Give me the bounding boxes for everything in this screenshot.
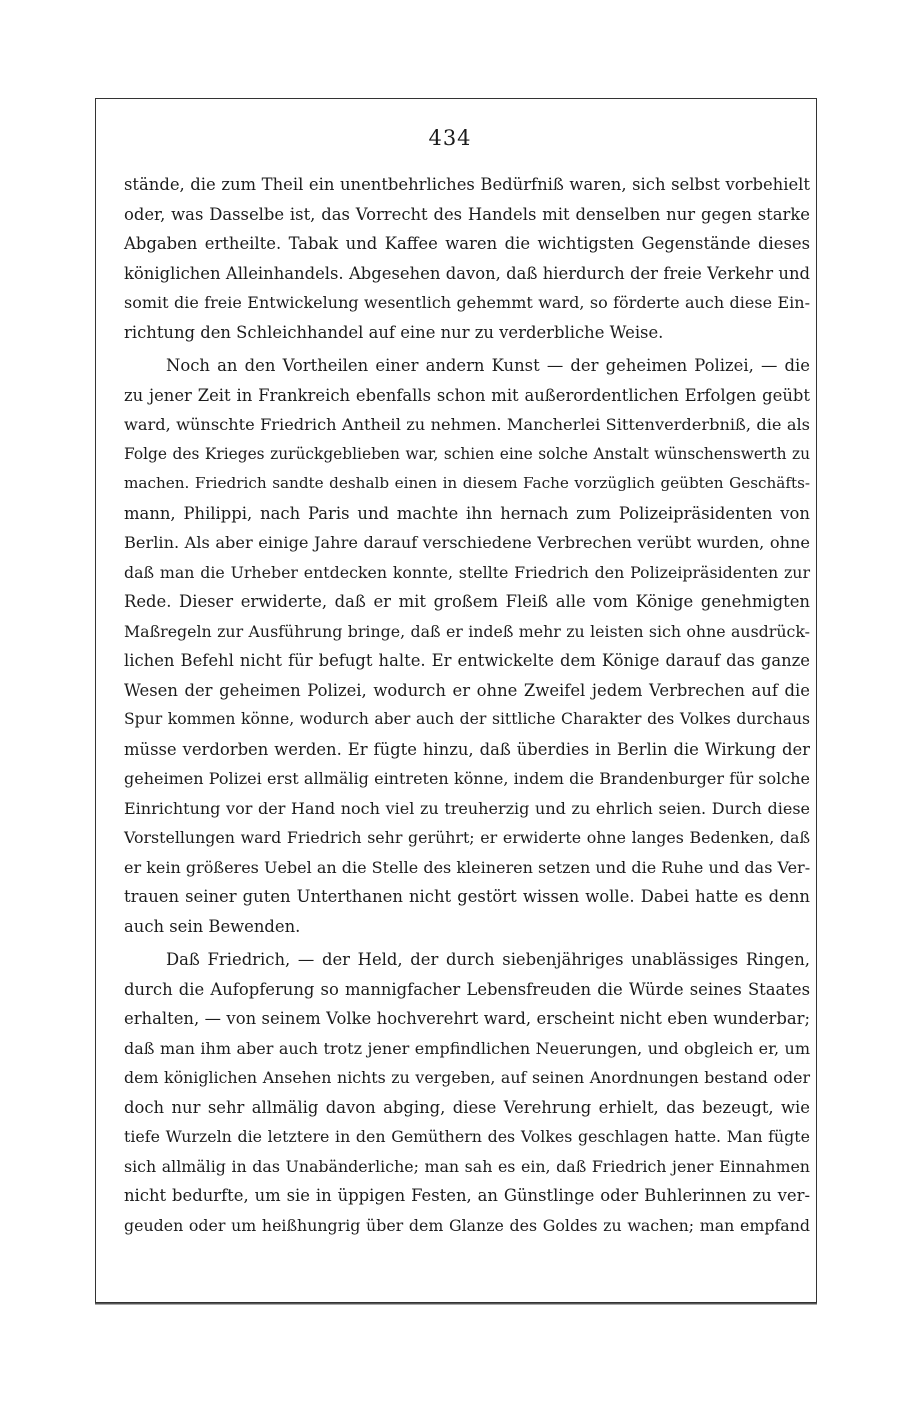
text-line: tiefe Wurzeln die letztere in den Gemüthern des Volkes geschlagen hatte. Man fügte	[124, 1127, 810, 1146]
text-line: Abgaben ertheilte. Tabak und Kaffee waren die wichtigsten Gegenstände dieses	[124, 234, 810, 253]
text-line: Rede. Dieser erwiderte, daß er mit großem Fleiß alle vom Könige genehmigten	[124, 592, 810, 611]
paragraph	[124, 170, 810, 347]
body-text	[124, 170, 810, 1240]
paragraph	[124, 351, 810, 941]
text-line: mann, Philippi, nach Paris und machte ihn hernach zum Polizeipräsidenten von	[124, 503, 810, 523]
text-line: doch nur sehr allmälig davon abging, diese Verehrung erhielt, das bezeugt, wie	[124, 1097, 810, 1117]
text-line: geuden oder um heißhungrig über dem Glanze des Goldes zu wachen; man empfand	[124, 1215, 810, 1235]
text-line: machen. Friedrich sandte deshalb einen in diesem Fache vorzüglich geübten Geschäfts-	[124, 474, 810, 492]
text-line: Folge des Krieges zurückgeblieben war, schien eine solche Anstalt wünschenswerth zu	[124, 444, 810, 463]
text-line: stände, die zum Theil ein unentbehrliches Bedürfniß waren, sich selbst vorbehielt	[124, 175, 810, 194]
paragraph	[124, 945, 810, 1240]
text-line: daß man die Urheber entdecken konnte, stellte Friedrich den Polizeipräsidenten zur	[124, 562, 810, 582]
text-line: somit die freie Entwickelung wesentlich gehemmt ward, so förderte auch diese Ein-	[124, 293, 810, 312]
text-line: Daß Friedrich, — der Held, der durch siebenjähriges unablässiges Ringen,	[166, 950, 810, 969]
text-line: trauen seiner guten Unterthanen nicht gestört wissen wolle. Dabei hatte es denn	[124, 887, 810, 906]
text-line: zu jener Zeit in Frankreich ebenfalls schon mit außerordentlichen Erfolgen geübt	[124, 385, 810, 405]
text-line: richtung den Schleichhandel auf eine nur zu verderbliche Weise.	[124, 322, 664, 342]
text-line: königlichen Alleinhandels. Abgesehen davon, daß hierdurch der freie Verkehr und	[124, 263, 810, 283]
text-line: Vorstellungen ward Friedrich sehr gerührt; er erwiderte ohne langes Bedenken, daß	[124, 828, 810, 847]
text-line: ward, wünschte Friedrich Antheil zu nehmen. Mancherlei Sittenverderbniß, die als	[124, 415, 810, 434]
text-line: oder, was Dasselbe ist, das Vorrecht des Handels mit denselben nur gegen starke	[124, 204, 810, 224]
text-line: erhalten, — von seinem Volke hochverehrt ward, erscheint nicht eben wunderbar;	[124, 1009, 810, 1028]
text-line: geheimen Polizei erst allmälig eintreten könne, indem die Brandenburger für solche	[124, 769, 810, 788]
text-line: Berlin. Als aber einige Jahre darauf verschiedene Verbrechen verübt wurden, ohne	[124, 533, 810, 552]
text-line: er kein größeres Uebel an die Stelle des kleineren setzen und die Ruhe und das Ver-	[124, 857, 811, 877]
text-line: Einrichtung vor der Hand noch viel zu treuherzig und zu ehrlich seien. Durch diese	[124, 798, 810, 818]
text-line: auch sein Bewenden.	[124, 916, 301, 936]
text-line: lichen Befehl nicht für befugt halte. Er entwickelte dem Könige darauf das ganze	[124, 651, 810, 670]
text-line: Maßregeln zur Ausführung bringe, daß er indeß mehr zu leisten sich ohne ausdrück-	[124, 621, 810, 641]
text-line: Noch an den Vortheilen einer andern Kunst — der geheimen Polizei, — die	[166, 356, 810, 375]
text-line: dem königlichen Ansehen nichts zu vergeben, auf seinen Anordnungen bestand oder	[124, 1068, 810, 1087]
text-line: nicht bedurfte, um sie in üppigen Festen, an Günstlinge oder Buhlerinnen zu ver-	[124, 1186, 810, 1205]
text-line: daß man ihm aber auch trotz jener empfindlichen Neuerungen, und obgleich er, um	[124, 1038, 810, 1058]
text-line: Spur kommen könne, wodurch aber auch der sittliche Charakter des Volkes durchaus	[124, 710, 810, 728]
text-line: Wesen der geheimen Polizei, wodurch er ohne Zweifel jedem Verbrechen auf die	[124, 680, 810, 700]
text-line: müsse verdorben werden. Er fügte hinzu, daß überdies in Berlin die Wirkung der	[124, 739, 810, 759]
text-line: sich allmälig in das Unabänderliche; man sah es ein, daß Friedrich jener Einnahmen	[124, 1156, 810, 1176]
page-number: 434	[428, 126, 472, 150]
text-line: durch die Aufopferung so mannigfacher Lebensfreuden die Würde seines Staates	[124, 979, 810, 999]
